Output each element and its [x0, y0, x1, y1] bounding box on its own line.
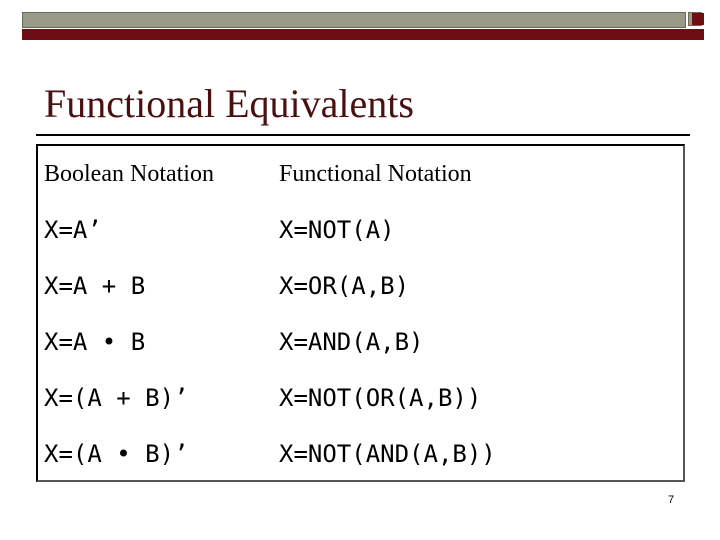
table-row	[38, 314, 683, 370]
slide-title: Functional Equivalents	[44, 81, 414, 126]
accent-decorative-bar	[22, 29, 704, 40]
boolean-expression: X=(A • B)’	[44, 440, 189, 468]
table-row	[38, 202, 683, 258]
boolean-expression: X=A’	[44, 216, 102, 244]
functional-expression: X=OR(A,B)	[279, 272, 410, 300]
title-divider	[36, 134, 690, 136]
functional-expression: X=AND(A,B)	[279, 328, 424, 356]
table-row	[38, 370, 683, 426]
header-boolean-notation: Boolean Notation	[44, 160, 214, 187]
table-row	[38, 426, 683, 482]
header-functional-notation: Functional Notation	[279, 160, 472, 187]
functional-expression: X=NOT(A)	[279, 216, 395, 244]
page-number: 7	[668, 494, 675, 506]
table-row	[38, 258, 683, 314]
boolean-expression: X=(A + B)’	[44, 384, 189, 412]
top-decorative-bar	[22, 12, 686, 28]
table-header-row	[38, 146, 683, 202]
boolean-expression: X=A + B	[44, 272, 146, 300]
functional-expression: X=NOT(AND(A,B))	[279, 440, 496, 468]
top-decorative-square-accent	[692, 13, 704, 25]
functional-expression: X=NOT(OR(A,B))	[279, 384, 482, 412]
notation-table	[36, 144, 685, 482]
boolean-expression: X=A • B	[44, 328, 146, 356]
